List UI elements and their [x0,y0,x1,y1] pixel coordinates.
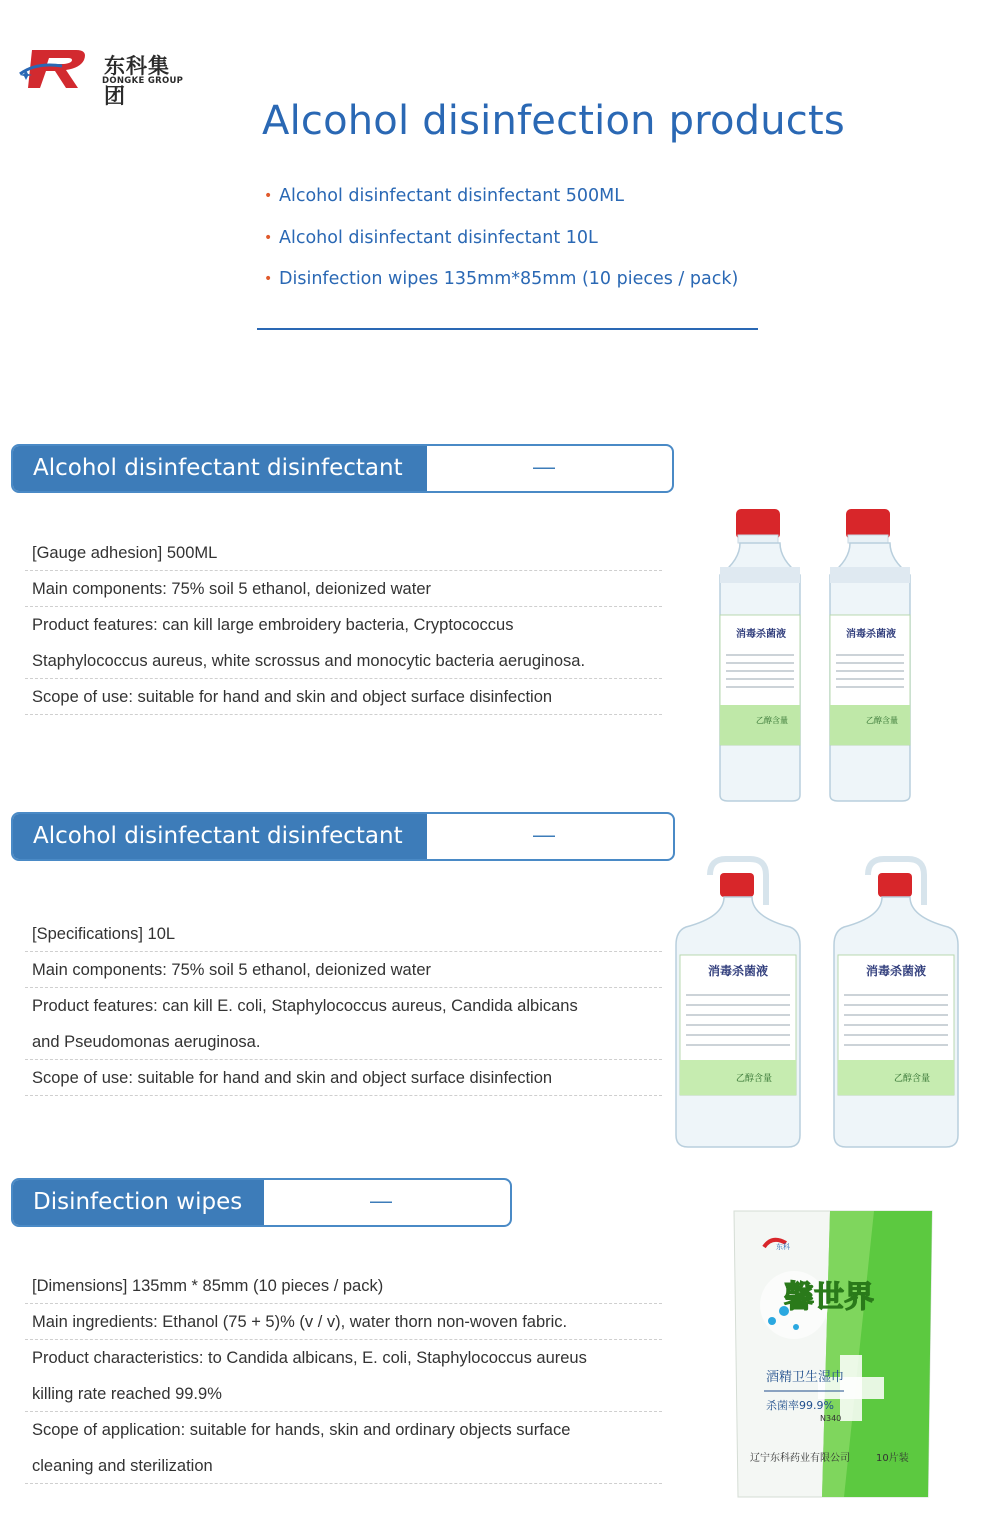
product-label-tag: 乙醇含量 [756,716,788,725]
wipes-count: 10片装 [876,1453,909,1464]
section-title: Alcohol disinfectant disinfectant [13,814,427,859]
spec-row: [Gauge adhesion] 500ML [25,535,662,571]
section-title: Alcohol disinfectant disinfectant [13,446,427,491]
spec-list-10l [25,916,662,1096]
svg-text:东科: 东科 [776,1243,790,1251]
section-dash: — [370,1188,392,1213]
bullet-dot-icon: • [264,188,273,204]
spec-row: Scope of use: suitable for hand and skin and object surface disinfection [25,679,662,715]
brand-logo [18,44,188,108]
spec-row: Scope of application: suitable for hands, skin and ordinary objects surface [32,1421,571,1439]
dongke-logo-icon [18,44,90,92]
product-label-name: 消毒杀菌液 [866,964,927,978]
spec-row: Staphylococcus aureus, white scrossus and monocytic bacteria aeruginosa. [25,643,662,679]
wipes-rate: 杀菌率99.9% [766,1399,834,1412]
product-list-item: • Disinfection wipes 135mm*85mm (10 pieces / pack) [264,269,739,289]
spec-list-wipes [25,1268,662,1484]
section-dash: — [533,454,555,479]
bottle-left [720,509,800,801]
spec-row: killing rate reached 99.9% [25,1376,662,1412]
spec-row: [Dimensions] 135mm * 85mm (10 pieces / pack) [25,1268,662,1304]
product-list-item: • Alcohol disinfectant disinfectant 500ML [264,186,625,206]
spec-list-500ml [25,535,662,715]
wipes-brand: 馨世界 [784,1280,874,1315]
product-list-item: • Alcohol disinfectant disinfectant 10L [264,227,598,248]
spec-row: cleaning and sterilization [25,1448,662,1484]
title-divider [257,328,758,330]
product-label-tag: 乙醇含量 [894,1074,931,1084]
brand-name-cn: 东科集团 [104,54,170,108]
spec-row: Product characteristics: to Candida albicans, E. coli, Staphylococcus aureus [32,1349,587,1367]
product-label-name: 消毒杀菌液 [708,964,769,978]
product-label-tag: 乙醇含量 [736,1074,773,1084]
wipes-maker: 辽宁东科药业有限公司 [750,1453,850,1464]
section-dash: — [533,822,555,847]
product-image-500ml-bottles [700,505,940,805]
bottle-right [830,509,910,801]
product-label-tag: 乙醇含量 [866,716,898,725]
spec-row: Main ingredients: Ethanol (75 + 5)% (v / v), water thorn non-woven fabric. [25,1304,662,1340]
section-header-500ml [11,444,674,493]
jug-right [834,859,958,1147]
bullet-dot-icon: • [264,229,273,246]
bullet-dot-icon: • [264,271,273,287]
spec-row: Main components: 75% soil 5 ethanol, deionized water [25,571,662,607]
spec-row: [Specifications] 10L [25,916,662,952]
product-image-10l-jugs [672,855,968,1155]
page-title: Alcohol disinfection products [262,98,845,144]
product-list [264,186,738,311]
brand-name-en: DONGKE GROUP [102,76,184,86]
section-header-10l [11,812,675,861]
section-header-wipes [11,1178,512,1227]
spec-row: and Pseudomonas aeruginosa. [25,1024,662,1060]
product-image-wipes-pack [724,1205,942,1503]
product-label-name: 消毒杀菌液 [736,629,786,640]
spec-row: Scope of use: suitable for hand and skin and object surface disinfection [25,1060,662,1096]
spec-row: Product features: can kill E. coli, Staphylococcus aureus, Candida albicans [32,997,578,1015]
section-title: Disinfection wipes [13,1180,264,1225]
wipes-code: N340 [820,1414,842,1423]
spec-row: Product features: can kill large embroidery bacteria, Cryptococcus [32,616,514,634]
jug-left [676,859,800,1147]
product-label-name: 消毒杀菌液 [846,629,896,640]
spec-row: Main components: 75% soil 5 ethanol, deionized water [25,952,662,988]
wipes-desc: 酒精卫生湿巾 [766,1370,845,1385]
